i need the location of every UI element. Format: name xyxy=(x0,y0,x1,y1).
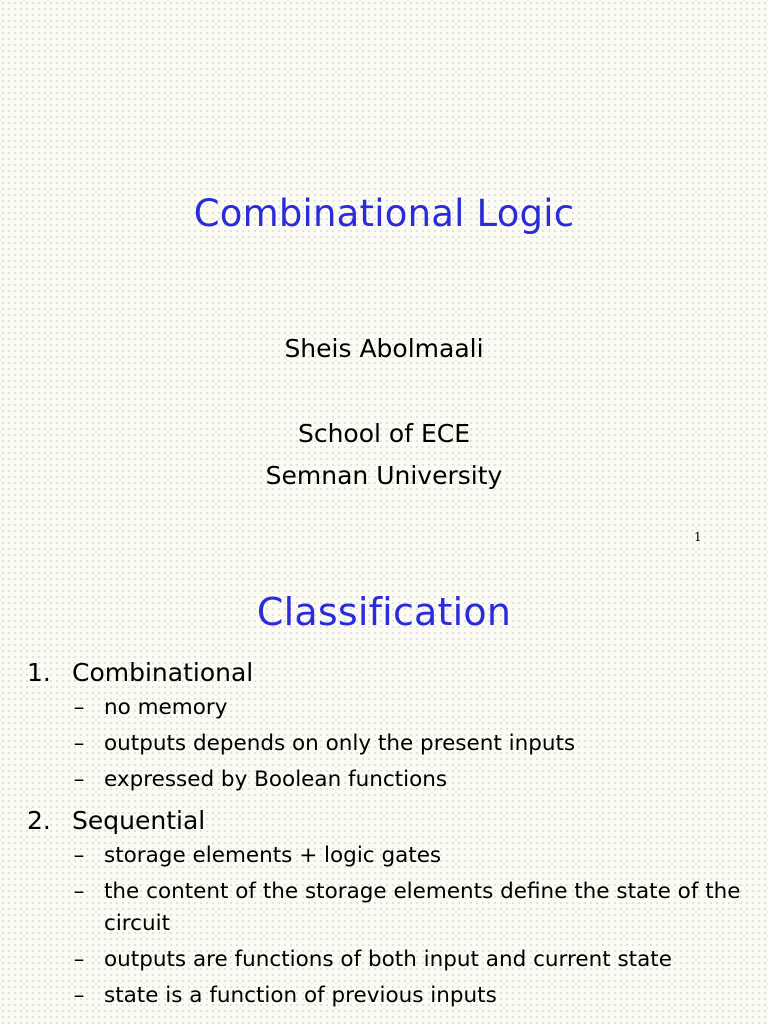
classification-list xyxy=(0,654,768,1018)
list-item xyxy=(0,654,768,796)
list-item xyxy=(0,802,768,1012)
sub-item xyxy=(72,944,768,976)
sub-list xyxy=(72,840,768,1012)
affiliation-university: Semnan University xyxy=(265,461,503,490)
sub-item xyxy=(72,840,768,872)
sub-list xyxy=(72,692,768,796)
sub-item xyxy=(72,764,768,796)
sub-item xyxy=(72,692,768,724)
dash-bullet: – xyxy=(73,843,85,868)
item-label: Sequential xyxy=(72,806,206,835)
sub-item-text: the content of the storage elements define the state of the circuit xyxy=(104,879,741,936)
sub-item-text: no memory xyxy=(104,695,228,720)
item-number: 2. xyxy=(27,806,51,835)
affiliation xyxy=(0,413,768,497)
author-name: Sheis Abolmaali xyxy=(284,334,484,363)
slide-2 xyxy=(0,560,768,1024)
dash-bullet: – xyxy=(73,983,85,1008)
sub-item-text: state is a function of previous inputs xyxy=(104,983,497,1008)
sub-item-text: expressed by Boolean functions xyxy=(104,767,448,792)
dash-bullet: – xyxy=(73,695,85,720)
page-number: 1 xyxy=(694,530,702,544)
sub-item-text: outputs are functions of both input and current state xyxy=(104,947,672,972)
dash-bullet: – xyxy=(73,879,85,904)
slide-title: Classification xyxy=(256,590,512,634)
dash-bullet: – xyxy=(73,767,85,792)
dash-bullet: – xyxy=(73,947,85,972)
sub-item-text: outputs depends on only the present inputs xyxy=(104,731,576,756)
affiliation-school: School of ECE xyxy=(297,419,471,448)
sub-item xyxy=(72,876,768,940)
sub-item xyxy=(72,980,768,1012)
item-number: 1. xyxy=(27,658,51,687)
slide-title: Combinational Logic xyxy=(193,192,575,235)
dash-bullet: – xyxy=(73,731,85,756)
item-label: Combinational xyxy=(72,658,254,687)
sub-item xyxy=(72,728,768,760)
sub-item-text: storage elements + logic gates xyxy=(104,843,442,868)
